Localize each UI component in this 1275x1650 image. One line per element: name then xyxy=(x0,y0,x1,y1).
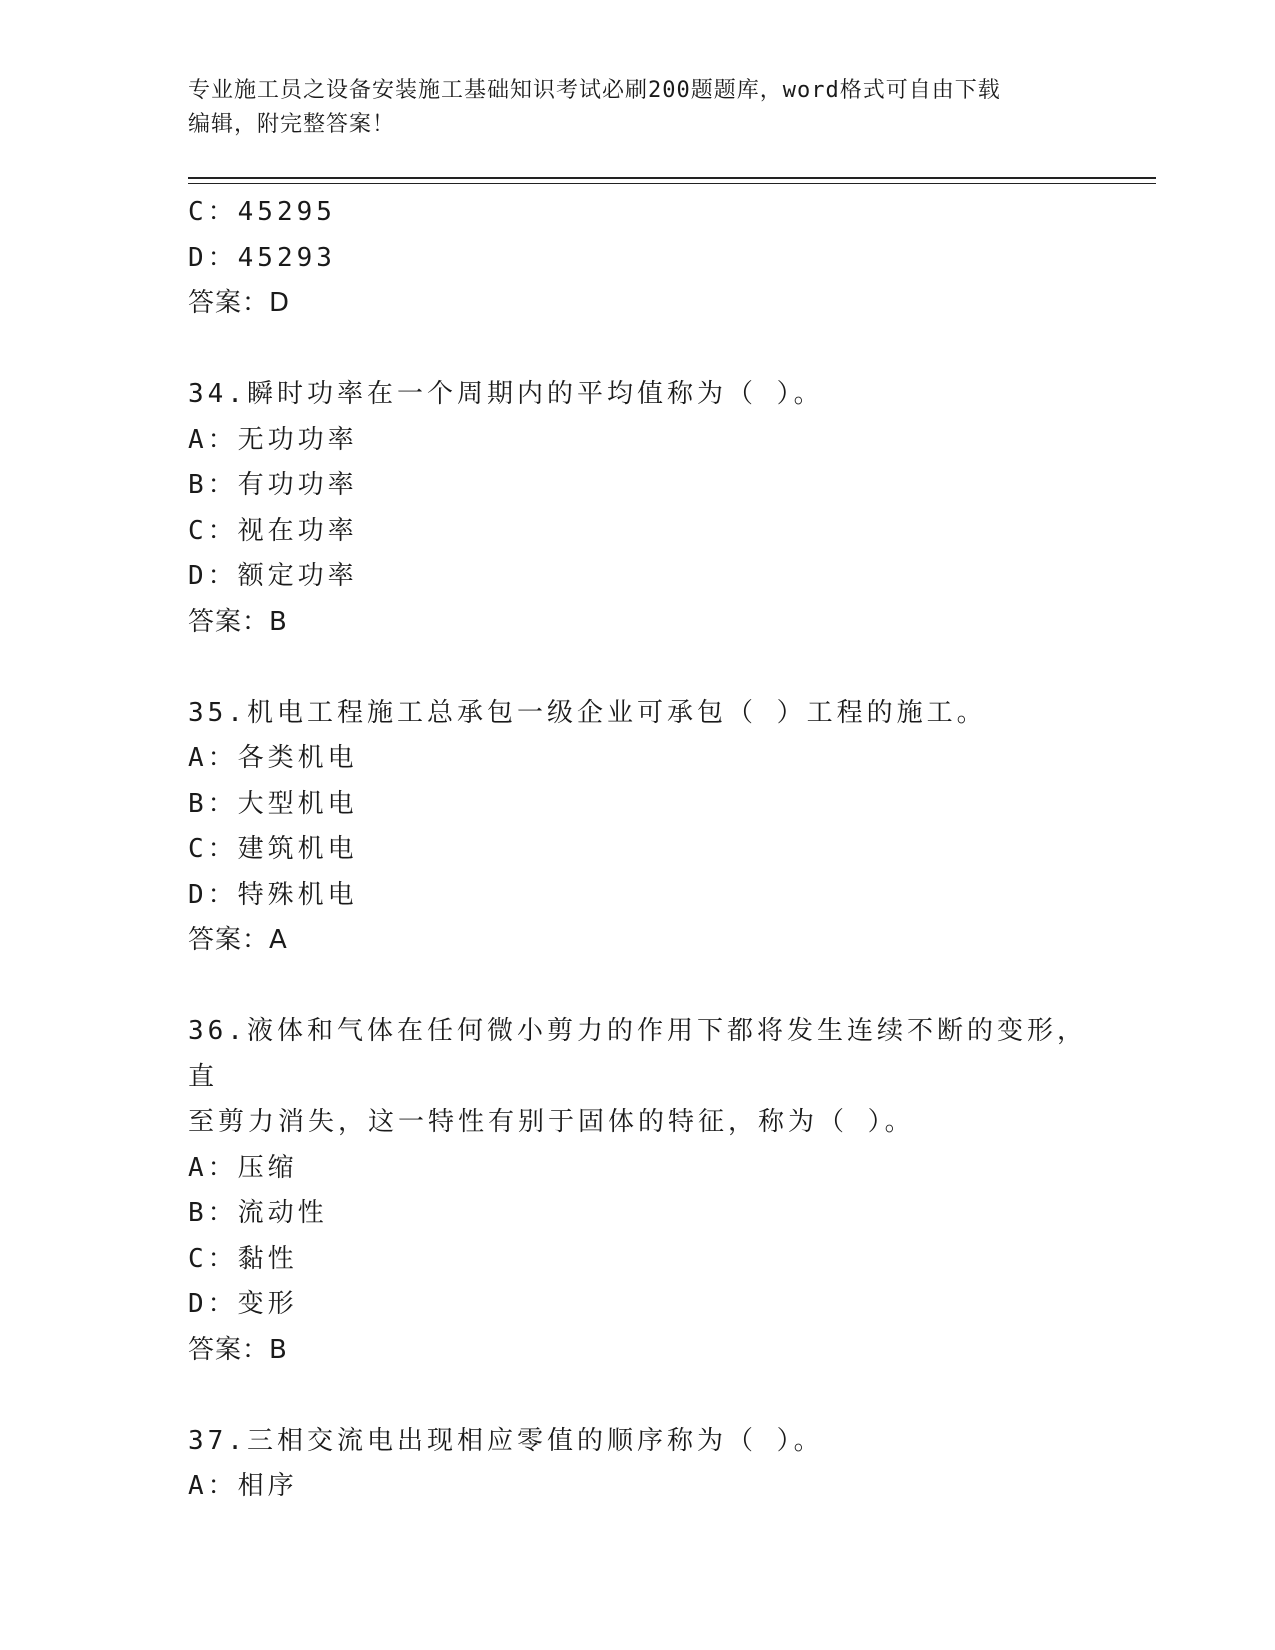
option-a: A：相序 xyxy=(188,1471,298,1501)
option-d: D：额定功率 xyxy=(188,561,358,591)
header-divider-thick xyxy=(188,177,1156,179)
option-d: D：变形 xyxy=(188,1289,298,1319)
question-stem-line-1: 36.液体和气体在任何微小剪力的作用下都将发生连续不断的变形，直 xyxy=(188,1016,1087,1092)
option-a: A：各类机电 xyxy=(188,743,358,773)
option-c: C：45295 xyxy=(188,197,336,227)
spacer xyxy=(188,645,1088,691)
question-stem: 35.机电工程施工总承包一级企业可承包（ ）工程的施工。 xyxy=(188,697,987,728)
option-a: A：压缩 xyxy=(188,1152,298,1183)
spacer xyxy=(188,964,1088,1010)
option-c: C：黏性 xyxy=(188,1243,298,1274)
answer-label: 答案：A xyxy=(188,925,288,955)
question-36 xyxy=(188,1009,1088,1373)
question-34 xyxy=(188,372,1088,645)
spacer xyxy=(188,1373,1088,1419)
question-stem: 37.三相交流电出现相应零值的顺序称为（ ）。 xyxy=(188,1425,824,1456)
option-b: B：大型机电 xyxy=(188,788,358,819)
question-stem-line-2: 至剪力消失，这一特性有别于固体的特征，称为（ ）。 xyxy=(188,1107,915,1137)
spacer xyxy=(188,327,1088,373)
option-c: C：建筑机电 xyxy=(188,834,358,864)
header-title-line-1: 专业施工员之设备安装施工基础知识考试必刷200题题库，word格式可自由下载 xyxy=(188,78,1001,103)
header-divider-thin xyxy=(188,183,1156,184)
answer-label: 答案：D xyxy=(188,288,291,318)
question-stem: 34.瞬时功率在一个周期内的平均值称为（ ）。 xyxy=(188,379,824,409)
option-a: A：无功功率 xyxy=(188,424,358,455)
option-d: D：特殊机电 xyxy=(188,879,358,910)
question-list xyxy=(188,190,1088,1510)
question-33-continued xyxy=(188,190,1088,327)
option-c: C：视在功率 xyxy=(188,515,358,546)
answer-label: 答案：B xyxy=(188,606,288,637)
document-header xyxy=(188,74,1088,142)
option-b: B：流动性 xyxy=(188,1198,328,1228)
question-37 xyxy=(188,1419,1088,1510)
option-d: D：45293 xyxy=(188,242,336,273)
question-35 xyxy=(188,691,1088,964)
answer-label: 答案：B xyxy=(188,1334,288,1365)
header-title-line-2: 编辑，附完整答案！ xyxy=(188,112,396,137)
option-b: B：有功功率 xyxy=(188,470,358,500)
